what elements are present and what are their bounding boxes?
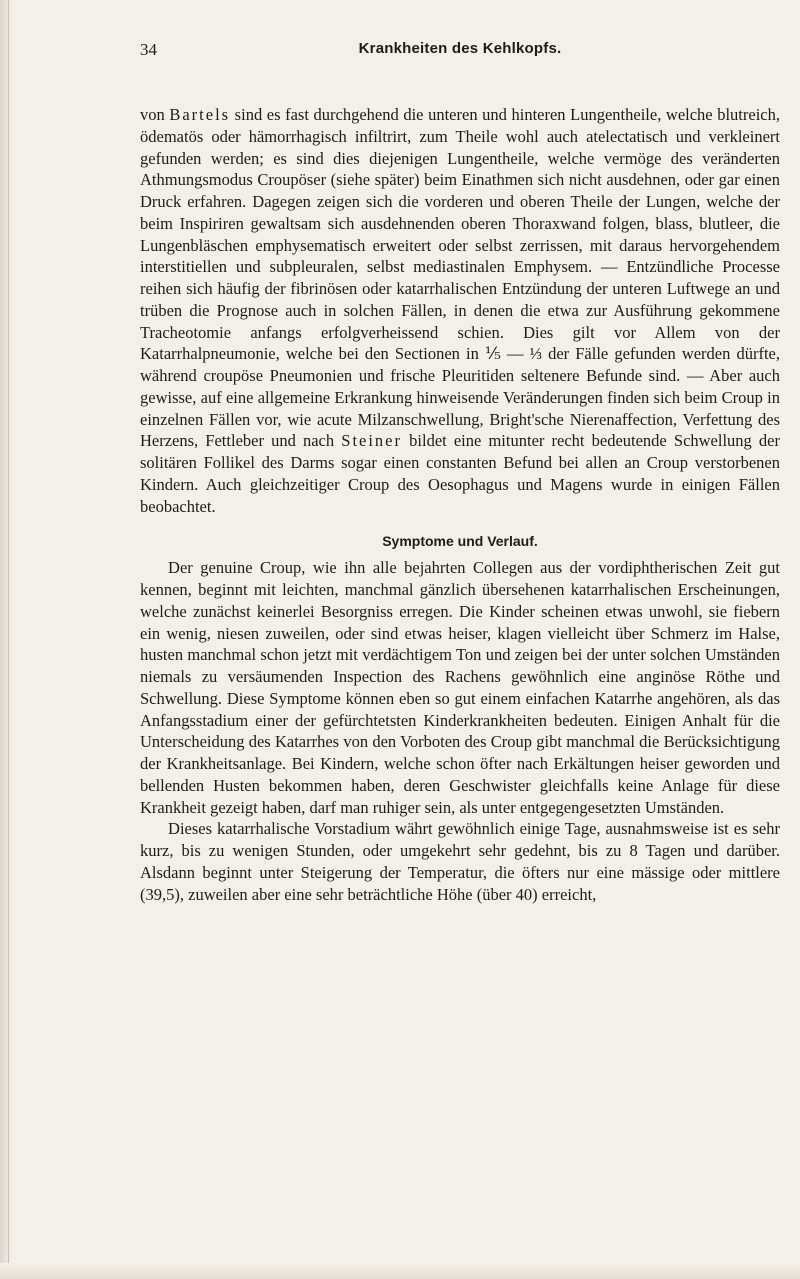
paragraph-symptoms: Der genuine Croup, wie ihn alle bejahrten Collegen aus der vordiphtherischen Zeit gut kennen, beginnt mit leichten, manchmal gänzlich übersehenen katarrhalischen Erscheinungen, welche zunächst keinerlei Besorgniss erregen. Die Kinder scheinen etwas unwohl, sie fiebern ein wenig, niesen zuweilen, oder sind etwas heiser, klagen vielleicht über Schmerz im Halse, husten manchmal schon jetzt mit verdächtigem Ton und zeigen bei der unter solchen Umständen niemals zu versäumenden Inspection des Rachens gewöhnlich eine anginöse Röthe und Schwellung. Diese Symptome können eben so gut einem einfachen Katarrhe angehören, als das Anfangsstadium einer der gefürchtetsten Kinderkrankheiten bedeuten. Einigen Anhalt für die Unterscheidung des Katarrhes von den Vorboten des Croup gibt manchmal die Berücksichtigung der Krankheitsanlage. Bei Kindern, welche schon öfter nach Erkältungen heiser geworden und bellenden Husten bekommen haben, deren Geschwister gleichfalls keine Anlage für diese Krankheit gezeigt haben, darf man ruhiger sein, als unter entgegengesetzten Umständen. — [140, 558, 780, 817]
page-number: 34 — [140, 40, 157, 59]
page-header — [140, 40, 780, 64]
paragraph-pathology-text-1: sind es fast durchgehend die unteren und hinteren Lungentheile, welche blutreich, ödematös oder hämorrhagisch infiltrirt, zum Theile wohl auch atelectatisch und verkleinert gefunden werden; es sind dies diejenigen Lungentheile, welche vermöge des veränderten Athmungsmodus Croupöser (siehe später) beim Einathmen sich nicht ausdehnen, oder gar einen Druck erfahren. Dagegen zeigen sich die vorderen und oberen Theile der Lungen, welche der beim Inspiriren gewaltsam sich ausdehnenden oberen Thoraxwand folgen, blass, blutleer, die Lungenbläschen emphysematisch erweitert oder selbst zerrissen, mit daraus hervorgehendem interstitiellen und subpleuralen, selbst mediastinalen Emphysem. — Entzündliche Processe reihen sich häufig der fibrinösen oder katarrhalischen Entzündung der unteren Luftwege an und trüben die Prognose auch in solchen Fällen, in denen die etwa zur Ausführung gekommene Tracheotomie anfangs erfolgverheissend schien. Dies gilt vor Allem von der Katarrhalpneumonie, welche bei den Sectionen in ⅕ — ⅓ der Fälle gefunden werden dürfte, während croupöse Pneumonien und frische Pleuritiden seltenere Befunde sind. — Aber auch gewisse, auf eine allgemeine Erkrankung hinweisende Veränderungen finden sich beim Croup in einzelnen Fällen vor, wie acute Milzanschwellung, Bright'sche Nierenaffection, Verfettung des Herzens, Fettleber und nach — [140, 105, 780, 451]
page-edge-shadow — [0, 0, 12, 1279]
author-steiner: Steiner — [341, 431, 403, 451]
page-bottom-shadow — [0, 1263, 800, 1279]
page-edge-line — [8, 0, 9, 1279]
author-bartels: Bartels — [169, 105, 231, 124]
paragraph-pathology-text-2: bildet eine mitunter recht bedeutende Schwellung der solitären Follikel des Darms sogar einen constanten Befund bei allen an Croup verstorbenen Kindern. Auch gleichzeitiger Croup des Oesophagus und Magens wurde in einigen Fällen beobachtet. — [140, 431, 781, 516]
paragraph-pathology: von Bartels sind es fast durchgehend die unteren und hinteren Lungentheile, welche blutreich, ödematös oder hämorrhagisch infiltrirt, zum Theile wohl auch atelectatisch und verkleinert gefunden werden; es sind dies diejenigen Lungentheile, welche vermöge des veränderten Athmungsmodus Croupöser (siehe später) beim Einathmen sich nicht ausdehnen, oder gar einen Druck erfahren. Dagegen zeigen sich die vorderen und oberen Theile der Lungen, welche der beim Inspiriren gewaltsam sich ausdehnenden oberen Thoraxwand folgen, blass, blutleer, die Lungenbläschen emphysematisch erweitert oder selbst zerrissen, mit daraus hervorgehendem interstitiellen und subpleuralen, selbst mediastinalen Emphysem. — Entzündliche Processe reihen sich häufig der fibrinösen oder katarrhalischen Entzündung der unteren Luftwege an und trüben die Prognose auch in solchen Fällen, in denen die etwa zur Ausführung gekommene Tracheotomie anfangs erfolgverheissend schien. Dies gilt vor Allem von der Katarrhalpneumonie, welche bei den Sectionen in ⅕ — ⅓ der Fälle gefunden werden dürfte, während croupöse Pneumonien und frische Pleuritiden seltenere Befunde sind. — Aber auch gewisse, auf eine allgemeine Erkrankung hinweisende Veränderungen finden sich beim Croup in einzelnen Fällen vor, wie acute Milzanschwellung, Bright'sche Nierenaffection, Verfettung des Herzens, Fettleber und nach Steiner bildet eine mitunter recht bedeutende Schwellung der solitären Follikel des Darms sogar einen constanten Befund bei allen an Croup verstorbenen Kindern. Auch gleichzeitiger Croup des Oesophagus und Magens wurde in einigen Fällen beobachtet. — [140, 105, 781, 516]
running-title: Krankheiten des Kehlkopfs. — [358, 40, 562, 57]
page-body — [140, 104, 780, 905]
section-heading: Symptome und Verlauf. — [382, 533, 538, 550]
paragraph-prodromal-stage: Dieses katarrhalische Vorstadium währt gewöhnlich einige Tage, ausnahmsweise ist es sehr kurz, bis zu wenigen Stunden, oder umgekehrt sehr gedehnt, bis zu 8 Tagen und darüber. Alsdann beginnt unter Steigerung der Temperatur, die öfters nur eine mässige oder mittlere (39,5), zuweilen aber eine sehr beträchtliche Höhe (über 40) erreicht, — [140, 819, 780, 904]
